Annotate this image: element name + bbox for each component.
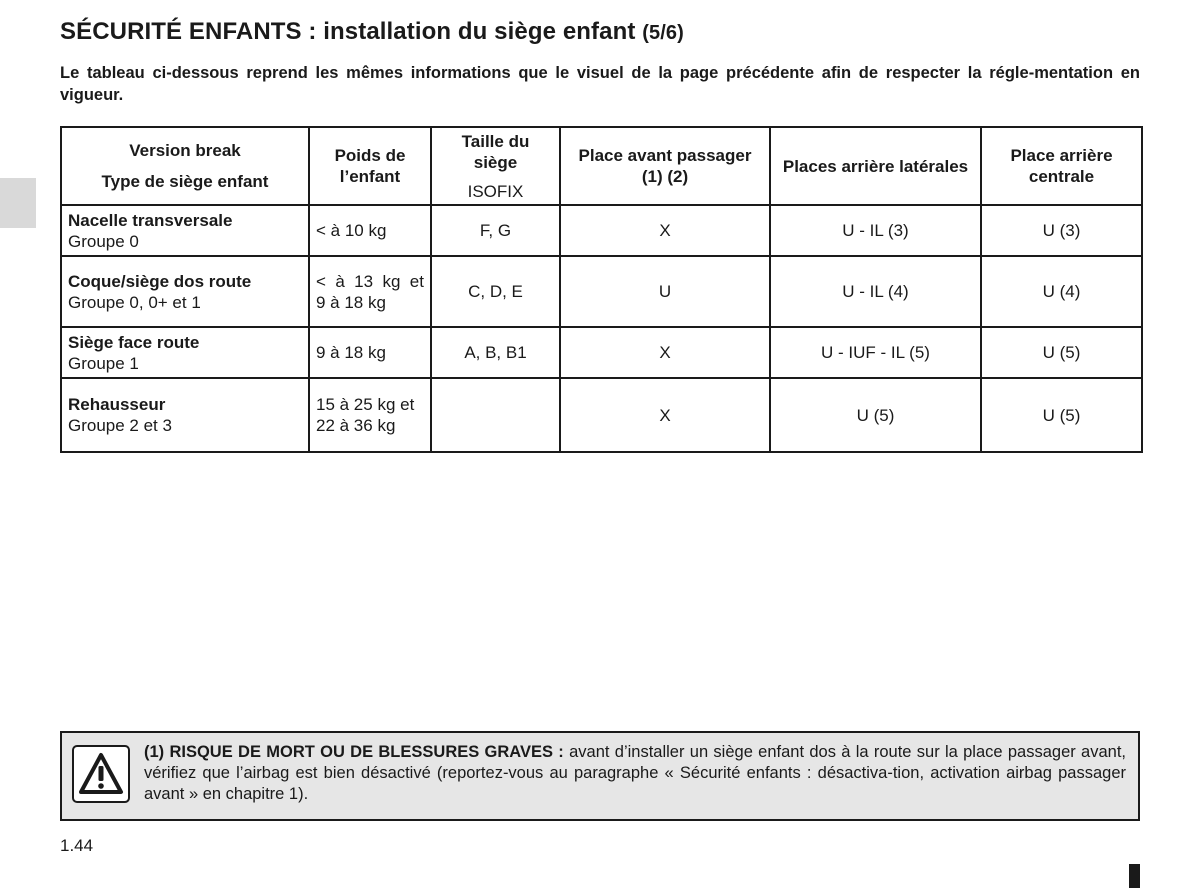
warning-box	[60, 731, 1140, 821]
seat-group: Groupe 0	[68, 231, 139, 251]
seat-type-cell	[61, 205, 309, 256]
page-title	[60, 18, 684, 46]
header-version	[61, 127, 309, 205]
weight-line2: 22 à 36 kg	[316, 416, 396, 435]
corner-mark	[1129, 864, 1140, 888]
page-number: 1.44	[60, 836, 94, 855]
rear-center-cell: U (5)	[981, 327, 1142, 378]
warning-body: avant d’installer un siège enfant dos à la route sur la place passager avant, vérifiez que l’airbag est bien désactivé (reportez-vous au paragraphe « Sécurité enfants : désactiva-tion, activation airbag passager avant » en chapitre 1).	[144, 743, 1127, 803]
isofix-size-cell: F, G	[431, 205, 560, 256]
seat-type-name: Rehausseur	[68, 395, 166, 414]
chapter-side-tab	[0, 178, 36, 228]
weight-line1: 15 à 25 kg et	[316, 395, 415, 414]
rear-lateral-cell: U - IL (3)	[770, 205, 981, 256]
weight-cell	[309, 256, 431, 327]
header-weight: Poids de l’enfant	[309, 127, 431, 205]
rear-center-cell: U (5)	[981, 378, 1142, 452]
weight-cell	[309, 205, 431, 256]
isofix-size-cell: A, B, B1	[431, 327, 560, 378]
page-title-text: SÉCURITÉ ENFANTS : installation du siège enfant	[60, 18, 636, 45]
weight-line1: < à 10 kg	[316, 221, 387, 240]
weight-line2: 9 à 18 kg	[316, 292, 386, 312]
seat-type-name: Siège face route	[68, 332, 200, 352]
warning-triangle-icon	[72, 745, 130, 803]
weight-cell	[309, 378, 431, 452]
seat-type-name: Nacelle transversale	[68, 210, 233, 230]
rear-lateral-cell: U - IUF - IL (5)	[770, 327, 981, 378]
rear-lateral-cell: U - IL (4)	[770, 256, 981, 327]
header-rear-center: Place arrière centrale	[981, 127, 1142, 205]
seat-group: Groupe 0, 0+ et 1	[68, 292, 201, 312]
header-front-passenger: Place avant passager (1) (2)	[560, 127, 770, 205]
seat-type-cell	[61, 378, 309, 452]
table-row	[61, 378, 1142, 452]
isofix-size-cell: C, D, E	[431, 256, 560, 327]
rear-lateral-cell: U (5)	[770, 378, 981, 452]
seat-group: Groupe 2 et 3	[68, 416, 172, 435]
header-size-label: Taille du siège	[461, 131, 530, 172]
front-passenger-cell: X	[560, 327, 770, 378]
front-passenger-cell: X	[560, 205, 770, 256]
table-row	[61, 205, 1142, 256]
child-seat-table	[60, 126, 1143, 453]
isofix-size-cell	[431, 378, 560, 452]
rear-center-cell: U (3)	[981, 205, 1142, 256]
table-row	[61, 327, 1142, 378]
header-version-line2: Type de siège enfant	[101, 172, 269, 191]
seat-group: Groupe 1	[68, 353, 139, 373]
seat-type-cell	[61, 256, 309, 327]
weight-cell	[309, 327, 431, 378]
header-size	[431, 127, 560, 205]
table-header-row	[61, 127, 1142, 205]
front-passenger-cell: X	[560, 378, 770, 452]
front-passenger-cell: U	[560, 256, 770, 327]
warning-lead: (1) RISQUE DE MORT OU DE BLESSURES GRAVES :	[144, 743, 564, 761]
table-row	[61, 256, 1142, 327]
header-rear-lateral: Places arrière latérales	[770, 127, 981, 205]
seat-type-name: Coque/siège dos route	[68, 271, 252, 291]
warning-text	[144, 742, 1126, 805]
rear-center-cell: U (4)	[981, 256, 1142, 327]
seat-type-cell	[61, 327, 309, 378]
header-size-isofix: ISOFIX	[467, 181, 524, 201]
weight-line1: 9 à 18 kg	[316, 343, 386, 362]
header-version-line1: Version break	[129, 141, 241, 160]
intro-paragraph: Le tableau ci-dessous reprend les mêmes informations que le visuel de la page précédente afin de respecter la régle-mentation en vigueur.	[60, 64, 1140, 104]
page-title-suffix: (5/6)	[642, 22, 684, 44]
weight-line1: < à 13 kg et	[316, 271, 424, 291]
